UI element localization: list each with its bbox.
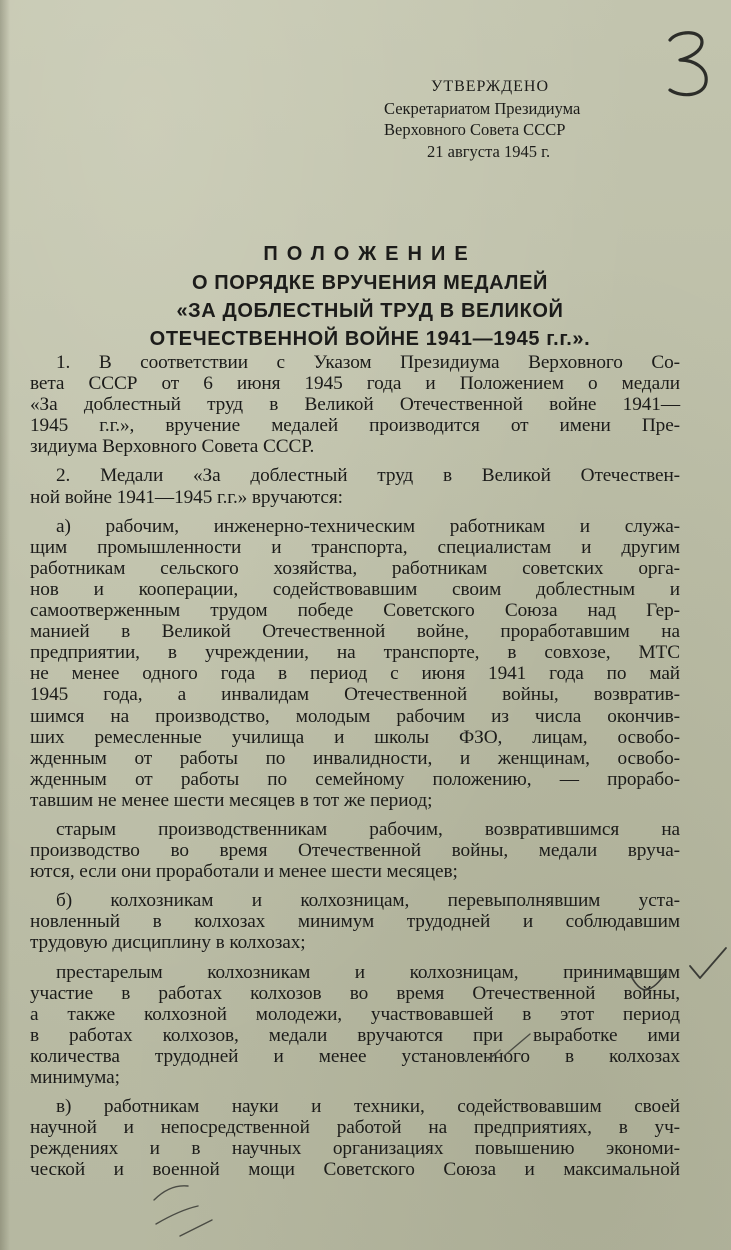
text-line: научной и непосредственной работой на предприятиях, в уч- xyxy=(30,1117,680,1139)
pencil-check-mark-icon xyxy=(150,1180,220,1240)
text-line: 1945 года, а инвалидам Отечественной войны, возвратив- xyxy=(30,684,680,706)
text-line: нов и кооперации, содействовавшим своим доблестным и xyxy=(30,578,680,600)
page-edge-shadow xyxy=(0,0,10,1250)
text-line: тавшим не менее шести месяцев в тот же период; xyxy=(30,789,433,811)
title-line: ПОЛОЖЕНИЕ xyxy=(263,243,477,265)
text-line: 1945 г.г.», вручение медалей производится от имени Пре- xyxy=(30,415,680,437)
text-line: производство во время Отечественной войны, медали вруча- xyxy=(30,840,680,862)
text-line: в работах колхозов, медали вручаются при выработке ими xyxy=(30,1024,680,1046)
approval-line: Секретариатом Президиума xyxy=(384,98,581,118)
text-line: старым производственникам рабочим, возвратившимся на xyxy=(56,818,680,840)
text-line: минимума; xyxy=(30,1067,120,1088)
text-line: 2. Медали «За доблестный труд в Великой Отечествен- xyxy=(56,465,680,487)
text-line: жденным от работы по инвалидности, и женщинам, освобо- xyxy=(30,747,680,769)
paragraph-2v xyxy=(30,1096,680,1180)
text-line: «За доблестный труд в Великой Отечественной войне 1941— xyxy=(30,394,680,416)
text-line: ческой и военной мощи Советского Союза и максимальной xyxy=(30,1159,680,1181)
text-line: участие в работах колхозов во время Отечественной войны, xyxy=(30,982,680,1004)
approval-line: Верховного Совета СССР xyxy=(384,120,566,139)
text-line: в) работникам науки и техники, содействовавшим своей xyxy=(56,1096,680,1118)
approval-block xyxy=(378,76,618,162)
approval-date: 21 августа 1945 г. xyxy=(427,141,551,161)
approval-heading: УТВЕРЖДЕНО xyxy=(431,78,550,95)
text-line: жденным от работы по семейному положению, — прорабо- xyxy=(30,768,680,790)
text-line: щим промышленности и транспорта, специалистам и другим xyxy=(30,536,680,558)
text-line: вета СССР от 6 июня 1945 года и Положением о медали xyxy=(30,373,680,395)
text-line: количества трудодней и менее установленного в колхозах xyxy=(30,1045,680,1067)
text-line: ются, если они проработали и менее шести месяцев; xyxy=(30,861,458,883)
paragraph-2b xyxy=(30,890,680,953)
title-line: О ПОРЯДКЕ ВРУЧЕНИЯ МЕДАЛЕЙ xyxy=(191,272,548,294)
text-line: трудовую дисциплину в колхозах; xyxy=(30,932,306,954)
text-line: самоотверженным трудом победе Советского Союза над Гер- xyxy=(30,600,680,622)
title-line: ОТЕЧЕСТВЕННОЙ ВОЙНЕ 1941—1945 г.г.». xyxy=(149,328,591,350)
title-line: «ЗА ДОБЛЕСТНЫЙ ТРУД В ВЕЛИКОЙ xyxy=(176,300,564,322)
text-line: манией в Великой Отечественной войне, проработавшим на xyxy=(30,621,680,643)
text-line: а) рабочим, инженерно-техническим работникам и служа- xyxy=(56,515,680,537)
text-line: 1. В соответствии с Указом Президиума Верховного Со- xyxy=(56,352,680,373)
text-line: престарелым колхозникам и колхозницам, принимавшим xyxy=(56,961,680,983)
pencil-check-mark-icon xyxy=(688,944,728,984)
text-line: работникам сельского хозяйства, работникам советских орга- xyxy=(30,557,680,579)
paragraph-2 xyxy=(30,465,680,507)
text-line: зидиума Верховного Совета СССР. xyxy=(30,436,315,458)
document-body xyxy=(30,352,680,1180)
text-line: не менее одного года в период с июня 1941 года по май xyxy=(30,663,680,685)
paragraph-2a-old-workers xyxy=(30,819,680,882)
text-line: ших ремесленные училища и школы ФЗО, лицам, освобо- xyxy=(30,726,680,748)
text-line: шимся на производство, молодым рабочим из числа окончив- xyxy=(30,705,680,727)
page-number-glyph xyxy=(664,28,712,100)
text-line: а также колхозной молодежи, участвовавшей в этот период xyxy=(30,1003,680,1025)
text-line: реждениях и в научных организациях повышению экономи- xyxy=(30,1138,680,1160)
handwritten-page-number xyxy=(664,28,712,100)
text-line: новленный в колхозах минимум трудодней и соблюдавшим xyxy=(30,911,680,933)
text-line: б) колхозникам и колхозницам, перевыполнявшим уста- xyxy=(56,890,680,912)
paragraph-1 xyxy=(30,352,680,457)
paragraph-2b-elderly xyxy=(30,962,680,1089)
text-line: ной войне 1941—1945 г.г.» вручаются: xyxy=(30,486,343,508)
text-line: предприятии, в учреждении, на транспорте, в совхозе, МТС xyxy=(30,642,680,664)
document-title xyxy=(60,240,680,353)
paragraph-2a xyxy=(30,516,680,811)
